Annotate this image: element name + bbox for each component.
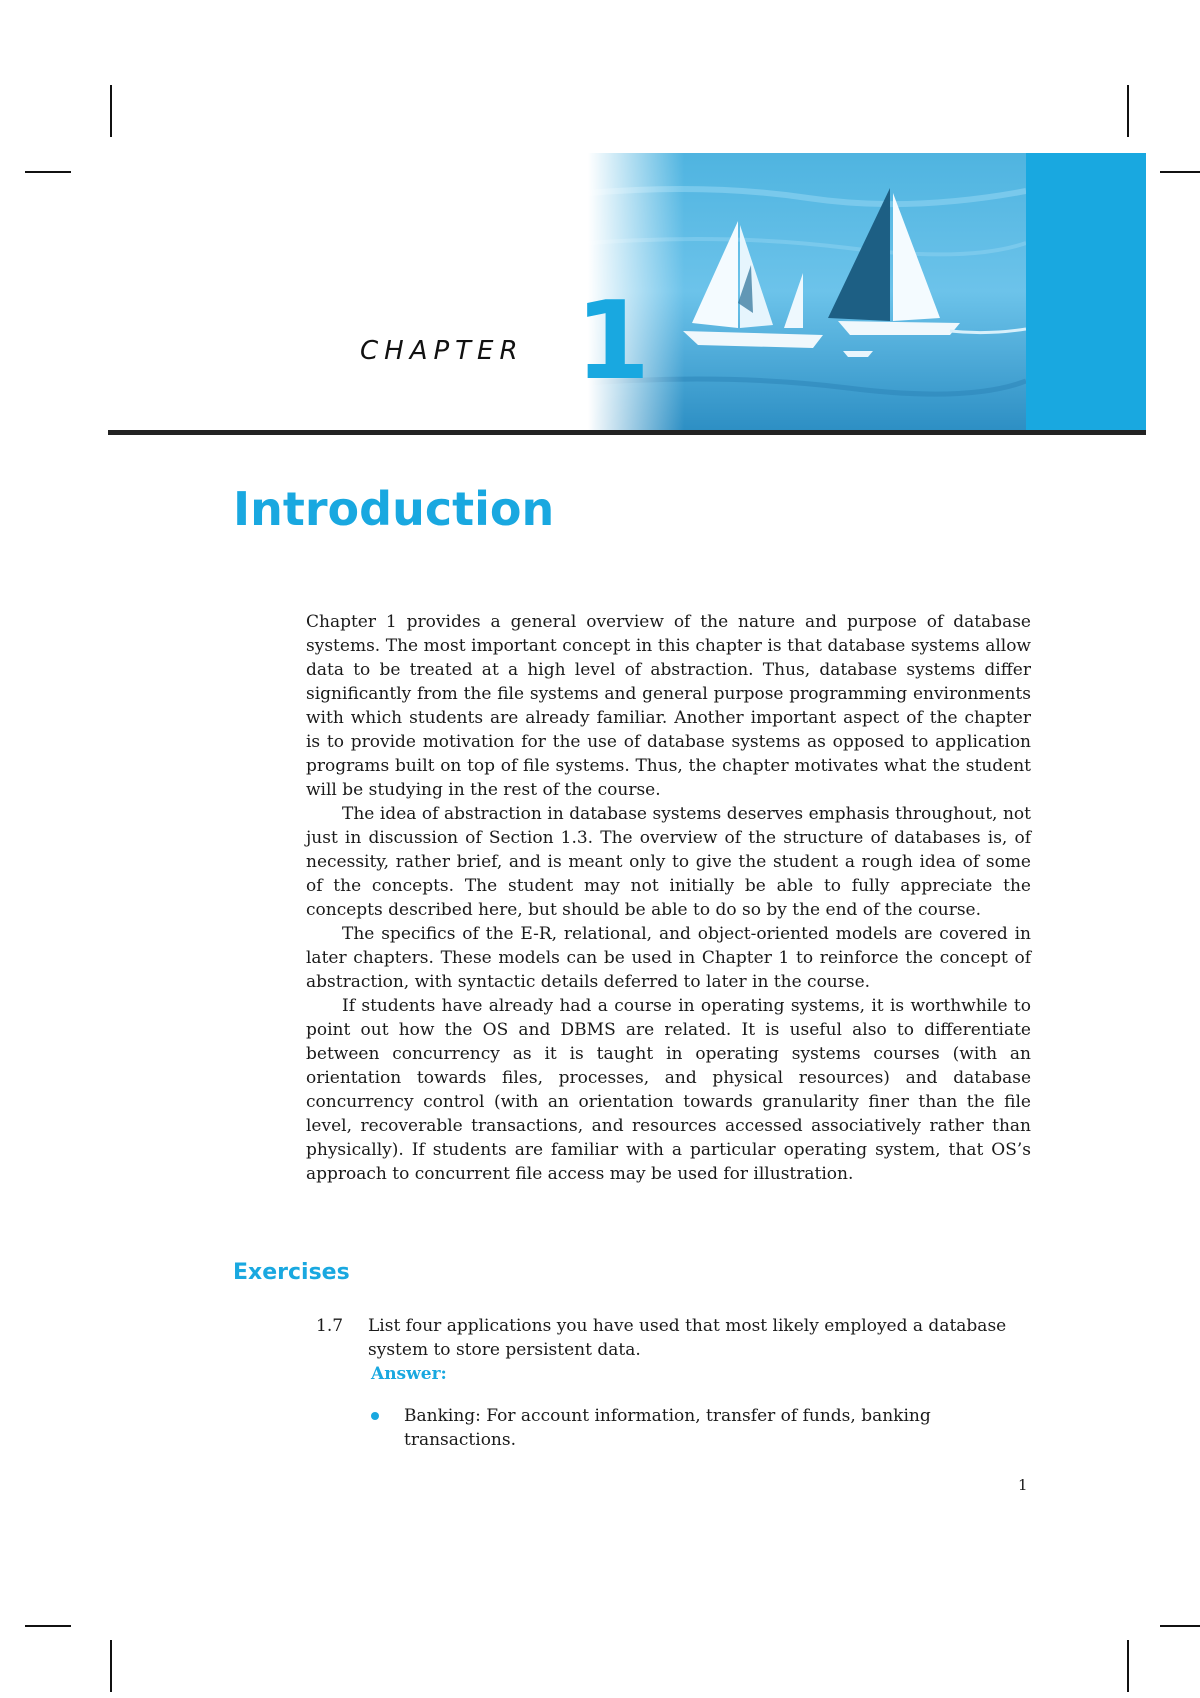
crop-mark — [25, 1625, 71, 1627]
exercise-item — [316, 1314, 1036, 1452]
exercises-heading: Exercises — [233, 1260, 350, 1285]
exercise-number: 1.7 — [316, 1316, 344, 1336]
chapter-banner-tab — [1026, 153, 1146, 430]
body-paragraph: The specifics of the E-R, relational, and object-oriented models are covered in later chapters. These models can be used in Chapter 1 to reinforce the concept of abstraction, with syntactic details deferred to later in the course. — [306, 924, 1031, 992]
page-number: 1 — [1018, 1476, 1028, 1494]
chapter-number: 1 — [575, 279, 651, 404]
body-paragraph: The idea of abstraction in database systems deserves emphasis throughout, not just in discussion of Section 1.3. The overview of the structure of databases is, of necessity, rather brief, and is meant only to give the student a rough idea of some of the concepts. The student may not initially be able to fully appreciate the concepts described here, but should be able to do so by the end of the course. — [306, 804, 1031, 920]
crop-mark — [110, 85, 112, 137]
crop-mark — [1127, 1640, 1129, 1692]
body-paragraph: If students have already had a course in operating systems, it is worthwhile to point out how the OS and DBMS are related. It is useful also to differentiate between concurrency as it is taught in operating systems courses (with an orientation towards files, processes, and physical resources) and database concurrency control (with an orientation towards granularity finer than the file level, recoverable transactions, and resources accessed associatively rather than physically). If students are familiar with a particular operating system, that OS’s approach to concurrent file access may be used for illustration. — [306, 996, 1031, 1184]
chapter-label: CHAPTER — [360, 336, 524, 366]
crop-mark — [25, 171, 71, 173]
answer-bullet — [371, 1404, 1036, 1452]
crop-mark — [110, 1640, 112, 1692]
crop-mark — [1160, 171, 1200, 173]
chapter-rule — [108, 430, 1146, 435]
answer-label: Answer: — [371, 1364, 447, 1384]
chapter-title: Introduction — [233, 482, 555, 536]
chapter-body — [306, 610, 1031, 1186]
crop-mark — [1160, 1625, 1200, 1627]
answer-bullet-text: Banking: For account information, transfer of funds, banking transactions. — [404, 1406, 931, 1450]
bullet-icon — [371, 1412, 379, 1420]
exercise-text: List four applications you have used that most likely employed a database system to store persistent data. — [368, 1316, 1007, 1360]
body-paragraph: Chapter 1 provides a general overview of the nature and purpose of database systems. The most important concept in this chapter is that database systems allow data to be treated at a high level of abstraction. Thus, database systems differ significantly from the file systems and general purpose programming environments with which students are already familiar. Another important aspect of the chapter is to provide motivation for the use of database systems as opposed to application programs built on top of file systems. Thus, the chapter motivates what the student will be studying in the rest of the course. — [306, 612, 1031, 800]
crop-mark — [1127, 85, 1129, 137]
banner-sailboat-image — [588, 153, 1026, 430]
